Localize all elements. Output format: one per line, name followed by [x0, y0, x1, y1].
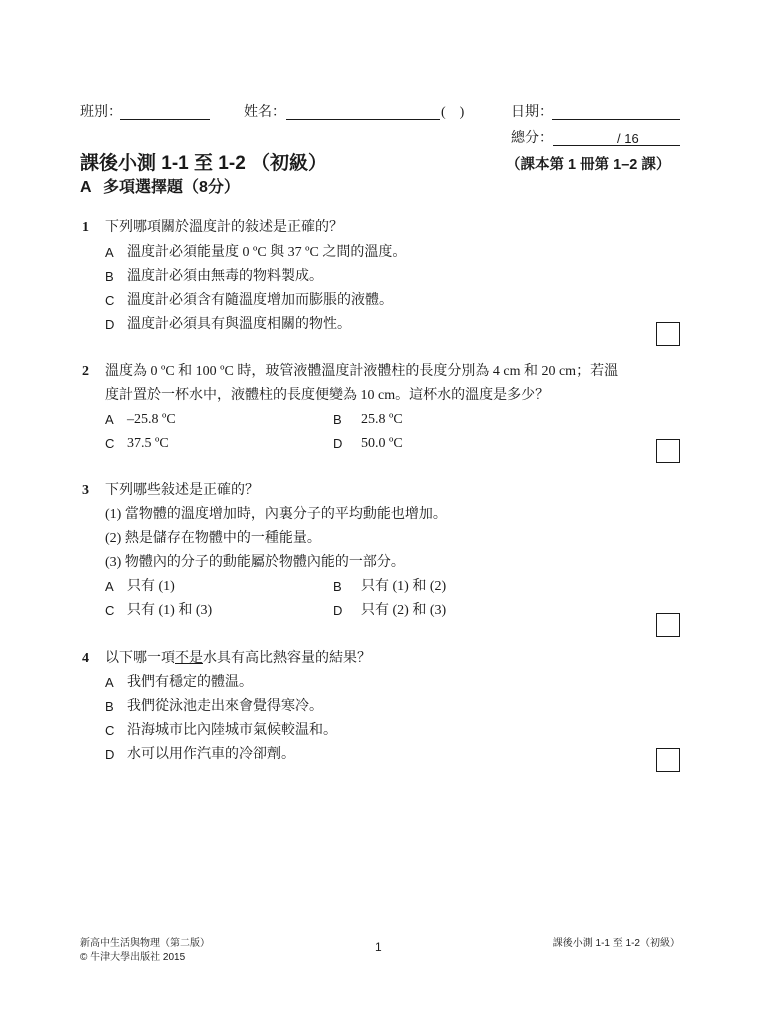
stem-before: 以下哪一項 [105, 651, 175, 666]
question-stem: 下列哪項關於溫度計的敍述是正確的？ [105, 220, 343, 235]
class-blank [120, 119, 210, 120]
option-text: 25.8 ºC [361, 412, 403, 427]
answer-box [656, 322, 680, 346]
option-text: 50.0 ºC [361, 436, 403, 451]
option-text: 37.5 ºC [127, 436, 169, 451]
option-letter: A [105, 579, 114, 594]
option-text: 只有 (1) 和 (3) [127, 603, 213, 618]
option-letter: D [333, 603, 343, 618]
option-letter: C [105, 293, 115, 308]
class-number-brackets: ( ) [441, 105, 465, 120]
option-text: 水可以用作汽車的冷卻劑。 [127, 747, 295, 762]
class-label: 班別： [80, 105, 122, 120]
option-text: 我們有穩定的體温。 [127, 675, 253, 690]
answer-box [656, 613, 680, 637]
question-stem [105, 651, 371, 667]
answer-box [656, 748, 680, 772]
statement-3: (3) 物體內的分子的動能屬於物體內能的一部分。 [105, 555, 405, 570]
page-title: 課後小測 1-1 至 1-2 （初級） [80, 153, 328, 174]
question-number: 3 [82, 483, 89, 498]
name-blank [286, 119, 440, 120]
name-label: 姓名： [244, 105, 286, 120]
option-letter: D [105, 317, 115, 332]
statement-2: (2) 熱是儲存在物體中的一種能量。 [105, 531, 321, 546]
option-text: 只有 (1) 和 (2) [361, 579, 447, 594]
option-letter: A [105, 245, 114, 260]
option-letter: B [105, 699, 114, 714]
statement-1: (1) 當物體的溫度增加時，內裏分子的平均動能也增加。 [105, 507, 447, 522]
option-letter: B [105, 269, 114, 284]
option-letter: A [105, 675, 114, 690]
option-text: 只有 (2) 和 (3) [361, 603, 447, 618]
date-label: 日期： [511, 105, 553, 120]
option-letter: D [105, 747, 115, 762]
score-total: / 16 [617, 131, 639, 146]
score-label: 總分： [511, 131, 553, 146]
page-number: 1 [375, 940, 382, 954]
option-letter: A [105, 412, 114, 427]
answer-box [656, 439, 680, 463]
option-letter: B [333, 579, 342, 594]
question-number: 2 [82, 364, 89, 379]
option-text: 溫度計必須由無毒的物料製成。 [127, 269, 323, 284]
option-text: 溫度計必須含有隨溫度增加而膨脹的液體。 [127, 293, 393, 308]
option-text: 沿海城市比內陸城市氣候較温和。 [127, 723, 337, 738]
stem-after: 水具有高比熱容量的結果？ [203, 651, 371, 666]
option-text: 溫度計必須具有與溫度相關的物性。 [127, 317, 351, 332]
footer-book-title: 新高中生活與物理（第二版） [80, 938, 210, 949]
option-letter: C [105, 436, 115, 451]
textbook-reference: （課本第 1 冊第 1–2 課） [506, 157, 671, 173]
footer-running-title: 課後小測 1-1 至 1-2（初級） [552, 938, 680, 949]
option-text: 我們從泳池走出來會覺得寒冷。 [127, 699, 323, 714]
option-letter: C [105, 603, 115, 618]
option-text: 溫度計必須能量度 0 ºC 與 37 ºC 之間的溫度。 [127, 245, 407, 260]
date-blank [552, 119, 680, 120]
option-letter: D [333, 436, 343, 451]
option-text: –25.8 ºC [127, 412, 176, 427]
question-number: 1 [82, 220, 89, 235]
option-text: 只有 (1) [127, 579, 175, 594]
question-number: 4 [82, 651, 89, 666]
option-letter: B [333, 412, 342, 427]
stem-emphasis: 不是 [175, 651, 203, 666]
question-stem-line-1: 溫度為 0 ºC 和 100 ºC 時，玻管液體溫度計液體柱的長度分別為 4 cm 和 20 cm；若溫 [105, 364, 619, 379]
question-stem-line-2: 度計置於一杯水中，液體柱的長度便變為 10 cm。這杯水的溫度是多少？ [105, 388, 550, 403]
footer-copyright: © 牛津大學出版社 2015 [80, 952, 186, 963]
section-letter: A [80, 179, 92, 196]
option-letter: C [105, 723, 115, 738]
question-stem: 下列哪些敍述是正確的？ [105, 483, 259, 498]
section-heading: 多項選擇題（8分） [103, 179, 240, 196]
